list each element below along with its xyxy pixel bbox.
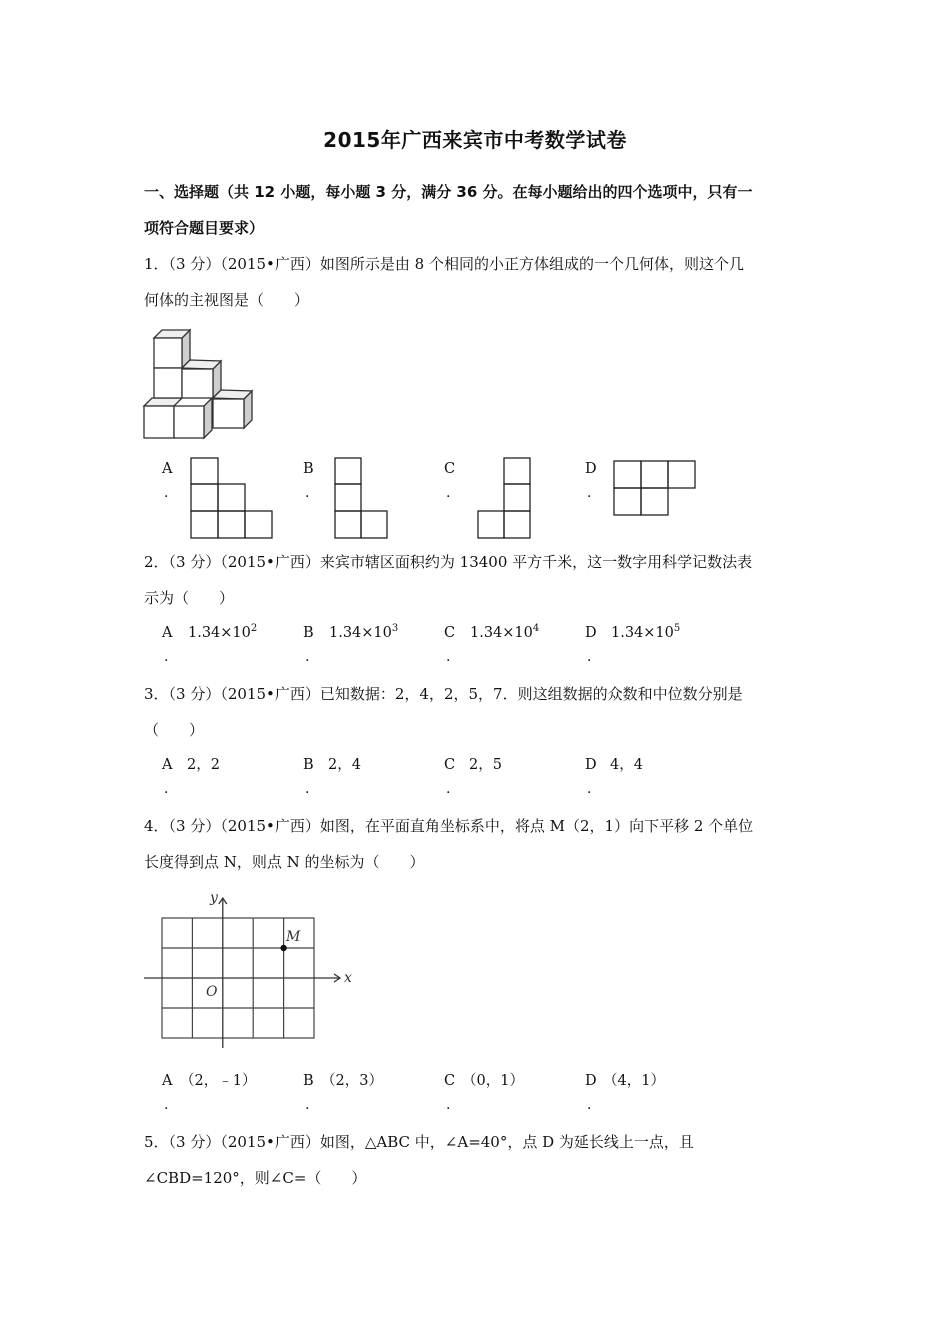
option-value: 4，4 <box>610 757 643 773</box>
q1-option-c[interactable] <box>444 460 456 501</box>
option-letter: C <box>444 461 456 477</box>
coordinate-grid-figure <box>140 888 354 1054</box>
section-heading-line-1: 一、选择题（共 12 小题，每小题 3 分，满分 36 分。在每小题给出的四个选项中，只有一 <box>144 183 753 201</box>
option-dot: . <box>587 1097 592 1113</box>
question-1-line-1: 1．（3 分）（2015•广西）如图所示是由 8 个相同的小正方体组成的一个几何体，则这个几 <box>144 255 744 273</box>
option-letter: C <box>444 757 456 773</box>
option-value: （4，1） <box>603 1073 665 1089</box>
option-exponent: 5 <box>673 623 681 634</box>
option-dot: . <box>305 649 310 665</box>
x-axis-label: x <box>344 970 352 986</box>
page-title: 2015年广西来宾市中考数学试卷 <box>323 128 627 152</box>
option-letter: A <box>162 461 173 477</box>
front-view-option-c-icon <box>477 457 533 541</box>
option-letter: D <box>585 625 597 641</box>
origin-label: O <box>206 984 218 1000</box>
option-value: （0，1） <box>462 1073 524 1089</box>
front-view-option-a-icon <box>190 457 274 541</box>
section-heading-line-2: 项符合题目要求） <box>144 219 265 237</box>
option-letter: C <box>444 625 456 641</box>
option-letter: A <box>162 757 173 773</box>
question-5-line-1: 5．（3 分）（2015•广西）如图，△ABC 中，∠A=40°，点 D 为延长线上一点，且 <box>144 1133 694 1151</box>
question-4-line-2: 长度得到点 N，则点 N 的坐标为（ ） <box>144 853 425 871</box>
coordinate-axes <box>144 898 340 1048</box>
q3-option-b[interactable] <box>303 756 361 797</box>
option-letter: B <box>303 757 314 773</box>
question-3-line-1: 3．（3 分）（2015•广西）已知数据：2，4，2，5，7．则这组数据的众数和中位数分别是 <box>144 685 743 703</box>
option-letter: D <box>585 1073 597 1089</box>
point-m-marker <box>280 945 286 951</box>
option-value: （2，﹣1） <box>180 1073 257 1089</box>
option-dot: . <box>587 485 592 501</box>
option-value: 1.34×10 <box>329 625 392 641</box>
q3-option-a[interactable] <box>162 756 220 797</box>
option-value: （2，3） <box>321 1073 383 1089</box>
question-1-line-2: 何体的主视图是（ ） <box>144 291 310 309</box>
option-dot: . <box>164 781 169 797</box>
option-letter: B <box>303 1073 314 1089</box>
q4-option-b[interactable] <box>303 1072 383 1113</box>
option-dot: . <box>446 1097 451 1113</box>
q3-option-c[interactable] <box>444 756 502 797</box>
option-value: 2，2 <box>187 757 220 773</box>
y-axis-label: y <box>210 890 218 906</box>
question-5-line-2: ∠CBD=120°，则∠C=（ ） <box>144 1169 367 1187</box>
stacked-cubes-icon <box>140 326 260 444</box>
front-view-option-d-icon <box>613 460 697 518</box>
option-letter: B <box>303 461 314 477</box>
option-dot: . <box>446 781 451 797</box>
point-m-label: M <box>286 929 301 945</box>
option-letter: C <box>444 1073 456 1089</box>
q3-option-d[interactable] <box>585 756 643 797</box>
q4-option-d[interactable] <box>585 1072 665 1113</box>
option-exponent: 4 <box>532 623 540 634</box>
option-letter: A <box>162 625 173 641</box>
question-3-line-2: （ ） <box>144 721 205 739</box>
front-view-option-b-icon <box>334 457 390 541</box>
option-value: 1.34×10 <box>188 625 251 641</box>
option-dot: . <box>446 485 451 501</box>
option-exponent: 2 <box>250 623 258 634</box>
option-exponent: 3 <box>391 623 399 634</box>
option-dot: . <box>305 485 310 501</box>
option-dot: . <box>305 1097 310 1113</box>
option-letter: D <box>585 461 597 477</box>
option-letter: D <box>585 757 597 773</box>
option-dot: . <box>305 781 310 797</box>
option-dot: . <box>164 485 169 501</box>
option-dot: . <box>164 1097 169 1113</box>
option-value: 1.34×10 <box>470 625 533 641</box>
question-2-line-2: 示为（ ） <box>144 589 235 607</box>
option-value: 2，5 <box>469 757 502 773</box>
option-value: 1.34×10 <box>611 625 674 641</box>
q4-option-c[interactable] <box>444 1072 524 1113</box>
q1-option-d[interactable] <box>585 460 597 501</box>
question-2-line-1: 2．（3 分）（2015•广西）来宾市辖区面积约为 13400 平方千米，这一数字用科学记数法表 <box>144 553 753 571</box>
question-4-line-1: 4．（3 分）（2015•广西）如图，在平面直角坐标系中，将点 M（2，1）向下平移 2 个单位 <box>144 817 754 835</box>
q1-option-a[interactable] <box>162 460 173 501</box>
q1-option-b[interactable] <box>303 460 314 501</box>
option-dot: . <box>587 781 592 797</box>
option-letter: B <box>303 625 314 641</box>
option-value: 2，4 <box>328 757 361 773</box>
q4-option-a[interactable] <box>162 1072 257 1113</box>
option-dot: . <box>446 649 451 665</box>
option-dot: . <box>587 649 592 665</box>
option-dot: . <box>164 649 169 665</box>
option-letter: A <box>162 1073 173 1089</box>
